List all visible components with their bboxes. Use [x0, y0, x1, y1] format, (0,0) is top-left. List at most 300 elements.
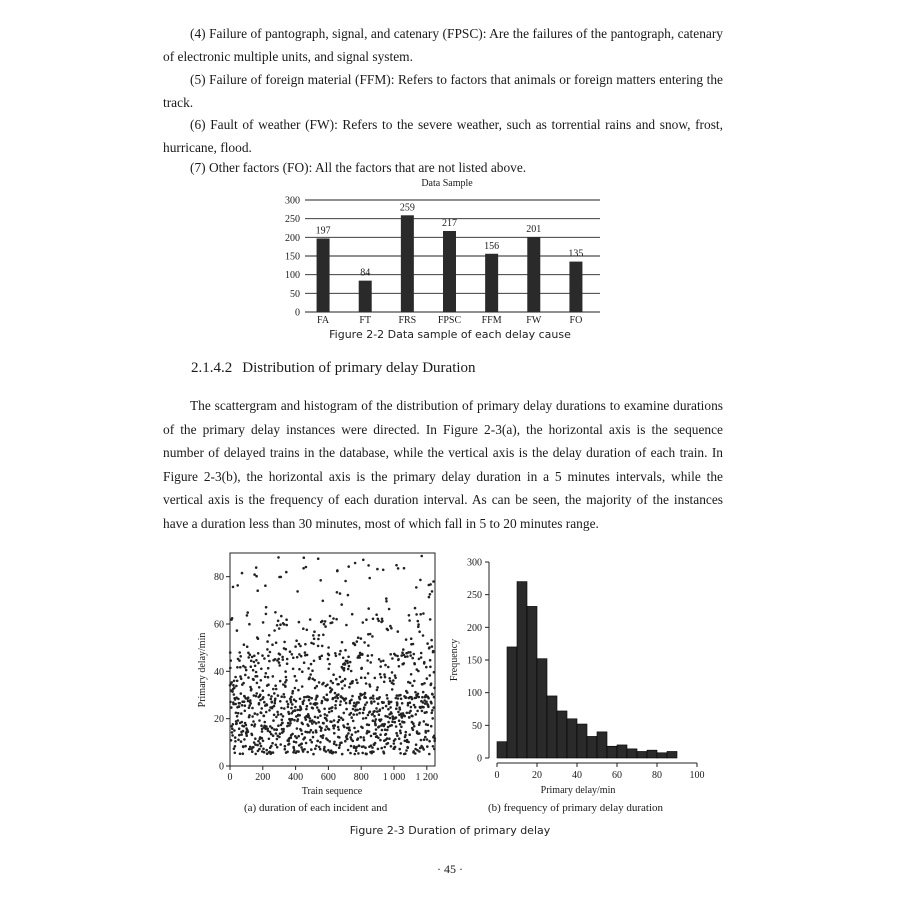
scatter-point: [289, 722, 292, 725]
scatter-point: [345, 697, 348, 700]
scatter-point: [400, 726, 403, 729]
scatter-point: [336, 569, 339, 572]
scatter-point: [272, 675, 275, 678]
scatter-point: [283, 623, 286, 626]
scatter-point: [432, 745, 435, 748]
bar-chart-data-sample: [280, 172, 620, 344]
scatter-point: [337, 728, 340, 731]
scatter-point: [433, 748, 436, 751]
scatter-point: [251, 715, 254, 718]
scatter-point: [321, 700, 324, 703]
scatter-point: [244, 704, 247, 707]
scatter-point: [278, 664, 281, 667]
scatter-point: [362, 621, 365, 624]
scatter-point: [275, 688, 278, 691]
scatter-point: [368, 730, 371, 733]
scatter-point: [313, 660, 316, 663]
scatter-point: [428, 646, 431, 649]
scatter-point: [357, 730, 360, 733]
scatter-point: [285, 618, 288, 621]
scatter-point: [324, 728, 327, 731]
scatter-point: [260, 712, 263, 715]
scatter-point: [238, 734, 241, 737]
scatter-point: [238, 659, 241, 662]
scatter-point: [277, 713, 280, 716]
scatter-point: [331, 688, 334, 691]
scatter-point: [279, 653, 282, 656]
scatter-point: [413, 725, 416, 728]
scatter-point: [429, 659, 432, 662]
scatter-point: [377, 702, 380, 705]
scatter-point: [301, 670, 304, 673]
scatter-point: [298, 668, 301, 671]
scatter-point: [375, 707, 378, 710]
scatter-point: [389, 653, 392, 656]
scatter-point: [291, 718, 294, 721]
scatter-point: [296, 656, 299, 659]
scatter-point: [279, 623, 282, 626]
scatter-point: [318, 634, 321, 637]
scatter-point: [318, 746, 321, 749]
scatter-point: [320, 727, 323, 730]
scatter-point: [263, 701, 266, 704]
scatter-point: [376, 689, 379, 692]
scatter-point: [385, 705, 388, 708]
scatter-point: [236, 629, 239, 632]
scatter-point: [403, 662, 406, 665]
scatter-point: [332, 617, 335, 620]
histogram-bar: [527, 606, 537, 758]
scatter-point: [229, 667, 232, 670]
scatter-point: [249, 699, 252, 702]
scatter-point: [276, 746, 279, 749]
scatter-point: [415, 743, 418, 746]
scatter-point: [432, 580, 435, 583]
scatter-point: [322, 634, 325, 637]
scatter-point: [270, 698, 273, 701]
scatter-point: [388, 677, 391, 680]
scatter-point: [312, 736, 315, 739]
scatter-point: [333, 719, 336, 722]
scatter-point: [379, 673, 382, 676]
scatter-point: [291, 703, 294, 706]
scatter-point: [418, 696, 421, 699]
scatter-point: [404, 655, 407, 658]
scatter-point: [328, 711, 331, 714]
scatter-point: [348, 729, 351, 732]
scatter-point: [324, 620, 327, 623]
x-tick-label: FO: [569, 315, 583, 326]
scatter-point: [313, 679, 316, 682]
scatter-point: [288, 713, 291, 716]
scatter-point: [261, 737, 264, 740]
scatter-point: [242, 682, 245, 685]
scatter-point: [354, 753, 357, 756]
scatter-point: [290, 736, 293, 739]
scatter-point: [350, 712, 353, 715]
scatter-point: [257, 740, 260, 743]
x-tick-label: 0: [494, 770, 500, 781]
histogram-bar: [557, 711, 567, 758]
y-tick-label: 50: [472, 720, 482, 732]
scatter-point: [413, 663, 416, 666]
scatter-point: [302, 703, 305, 706]
scatter-point: [369, 661, 372, 664]
scatter-point: [380, 718, 383, 721]
scatter-point: [246, 614, 249, 617]
scatter-point: [354, 731, 357, 734]
scatter-point: [297, 718, 300, 721]
scatter-point: [334, 724, 337, 727]
scatter-point: [240, 740, 243, 743]
scatter-point: [294, 687, 297, 690]
scatter-point: [410, 706, 413, 709]
scatter-point: [291, 653, 294, 656]
data-label: 156: [484, 240, 500, 252]
scatter-point: [301, 685, 304, 688]
y-tick-label: 20: [214, 714, 224, 726]
scatter-point: [265, 606, 268, 609]
scatter-point: [417, 620, 420, 623]
scatter-point: [364, 677, 367, 680]
scatter-point: [384, 664, 387, 667]
scatter-point: [317, 557, 320, 560]
scatter-point: [386, 737, 389, 740]
scatter-point: [285, 676, 288, 679]
scatter-point: [375, 613, 378, 616]
scatter-point: [312, 634, 315, 637]
scatter-point: [314, 747, 317, 750]
scatter-point: [308, 696, 311, 699]
scatter-point: [390, 701, 393, 704]
scatter-point: [316, 706, 319, 709]
scatter-point: [273, 629, 276, 632]
scatter-point: [302, 627, 305, 630]
scatter-point: [231, 617, 234, 620]
scatter-point: [417, 693, 420, 696]
scatter-point: [322, 734, 325, 737]
scatter-point: [431, 717, 434, 720]
data-label: 84: [360, 267, 371, 279]
scatter-point: [315, 722, 318, 725]
scatter-point: [429, 618, 432, 621]
scatter-point: [254, 665, 257, 668]
scatter-point: [278, 736, 281, 739]
scatter-point: [334, 692, 337, 695]
scatter-point: [429, 674, 432, 677]
y-tick-label: 150: [285, 251, 300, 263]
scatter-point: [276, 711, 279, 714]
scatter-point: [283, 707, 286, 710]
scatter-point: [354, 562, 357, 565]
scatter-point: [381, 729, 384, 732]
scatter-point: [251, 707, 254, 710]
scatter-point: [351, 733, 354, 736]
scatter-point: [310, 697, 313, 700]
scatter-point: [253, 661, 256, 664]
scatter-point: [367, 607, 370, 610]
scatter-point: [251, 724, 254, 727]
scatter-point: [257, 652, 260, 655]
scatter-point: [237, 698, 240, 701]
scatter-point: [317, 721, 320, 724]
scatter-point: [357, 701, 360, 704]
scatter-point: [335, 618, 338, 621]
scatter-point: [305, 708, 308, 711]
scatter-point: [340, 741, 343, 744]
scatter-point: [279, 680, 282, 683]
scatter-point: [411, 684, 414, 687]
scatter-point: [390, 745, 393, 748]
scatter-point: [285, 648, 288, 651]
scatter-point: [357, 636, 360, 639]
scatter-point: [297, 735, 300, 738]
scatter-point: [427, 724, 430, 727]
scatter-point: [295, 679, 298, 682]
scatter-point: [260, 745, 263, 748]
scatter-point: [280, 695, 283, 698]
scatter-point: [269, 731, 272, 734]
scatter-point: [420, 656, 423, 659]
scatter-point: [364, 703, 367, 706]
chart-title: Data Sample: [421, 178, 473, 189]
scatter-point: [297, 750, 300, 753]
scatter-point: [426, 745, 429, 748]
scatter-point: [417, 623, 420, 626]
scatter-point: [383, 752, 386, 755]
scatter-point: [331, 621, 334, 624]
scatter-point: [381, 620, 384, 623]
figure-2-2-caption: Figure 2-2 Data sample of each delay cause: [329, 328, 571, 341]
scatter-point: [245, 724, 248, 727]
scatter-point: [422, 701, 425, 704]
scatter-point: [427, 730, 430, 733]
scatter-point: [411, 715, 414, 718]
scatter-point: [266, 640, 269, 643]
scatter-point: [358, 712, 361, 715]
scatter-point: [405, 749, 408, 752]
scatter-point: [434, 737, 437, 740]
scatter-point: [289, 650, 292, 653]
scatter-point: [364, 692, 367, 695]
scatter-point: [300, 746, 303, 749]
scatter-point: [264, 721, 267, 724]
scatter-point: [319, 579, 322, 582]
scatter-point: [281, 656, 284, 659]
scatter-point: [317, 645, 320, 648]
scatter-point: [307, 667, 310, 670]
scatter-point: [418, 721, 421, 724]
scatter-point: [414, 706, 417, 709]
scatter-point: [234, 745, 237, 748]
scatter-point: [365, 618, 368, 621]
scatter-point: [251, 734, 254, 737]
x-tick-label: 20: [532, 770, 542, 781]
scatter-point: [295, 700, 298, 703]
scatter-point: [391, 720, 394, 723]
scatter-point: [392, 683, 395, 686]
scatter-point: [359, 708, 362, 711]
scatter-point: [265, 672, 268, 675]
scatter-point: [423, 738, 426, 741]
scatter-point: [331, 706, 334, 709]
scatter-point: [339, 676, 342, 679]
histogram-bar: [587, 736, 597, 758]
scatter-point: [300, 655, 303, 658]
scatter-point: [316, 740, 319, 743]
scatter-point: [303, 696, 306, 699]
y-tick-label: 250: [467, 590, 482, 602]
scatter-point: [231, 731, 234, 734]
scatter-point: [334, 707, 337, 710]
scatter-point: [352, 708, 355, 711]
scatter-point: [235, 712, 238, 715]
scatter-point: [345, 624, 348, 627]
scatter-point: [267, 694, 270, 697]
paragraph-fw: (6) Fault of weather (FW): Refers to the severe weather, such as torrential rains and snow, frost, hurricane, flood.: [163, 117, 723, 155]
scatter-point: [270, 695, 273, 698]
scatter-point: [289, 699, 292, 702]
scatter-point: [401, 702, 404, 705]
scatter-point: [316, 702, 319, 705]
scatter-point: [367, 654, 370, 657]
scatter-point: [426, 642, 429, 645]
scatter-point: [367, 714, 370, 717]
scatter-point: [371, 635, 374, 638]
scatter-point: [385, 733, 388, 736]
scatter-point: [410, 673, 413, 676]
scatter-ylabel: Primary delay/min: [197, 632, 208, 708]
scatter-point: [271, 701, 274, 704]
bar: [401, 215, 414, 312]
scatter-point: [377, 737, 380, 740]
scatter-point: [336, 591, 339, 594]
scatter-point: [292, 668, 295, 671]
scatter-point: [352, 740, 355, 743]
scatter-point: [362, 712, 365, 715]
scatter-point: [313, 638, 316, 641]
scatter-point: [280, 707, 283, 710]
scatter-point: [375, 728, 378, 731]
plot-frame: [230, 553, 435, 766]
scatter-point: [255, 692, 258, 695]
x-tick-label: FRS: [398, 315, 417, 326]
paragraph-ffm: (5) Failure of foreign material (FFM): Refers to factors that animals or foreign matters entering the track.: [163, 72, 723, 110]
scatter-point: [369, 685, 372, 688]
scatter-point: [268, 634, 271, 637]
scatter-point: [426, 677, 429, 680]
scatter-point: [230, 706, 233, 709]
y-tick-label: 250: [285, 214, 300, 226]
scatter-point: [357, 752, 360, 755]
scatter-point: [423, 661, 426, 664]
scatter-point: [272, 734, 275, 737]
scatter-point: [367, 644, 370, 647]
scatter-point: [337, 683, 340, 686]
scatter-point: [252, 669, 255, 672]
scatter-point: [304, 643, 307, 646]
scatter-point: [379, 733, 382, 736]
scatter-point: [248, 623, 251, 626]
scatter-point: [396, 703, 399, 706]
histogram-bar: [637, 751, 647, 758]
scatter-point: [391, 671, 394, 674]
scatter-point: [257, 662, 260, 665]
scatter-point: [365, 753, 368, 756]
scatter-point: [299, 698, 302, 701]
scatter-point: [383, 723, 386, 726]
scatter-point: [413, 680, 416, 683]
scatter-point: [418, 630, 421, 633]
scatter-point: [355, 746, 358, 749]
scatter-point: [280, 576, 283, 579]
scatter-point: [245, 734, 248, 737]
scatter-point: [268, 709, 271, 712]
scatter-point: [386, 694, 389, 697]
y-tick-label: 0: [219, 761, 224, 773]
scatter-point: [229, 659, 232, 662]
scatter-point: [236, 715, 239, 718]
scatter-point: [241, 721, 244, 724]
scatter-point: [372, 695, 375, 698]
scatter-point: [274, 611, 277, 614]
scatter-point: [251, 656, 254, 659]
y-tick-label: 80: [214, 572, 224, 584]
scatter-point: [262, 690, 265, 693]
scatter-point: [234, 740, 237, 743]
scatter-point: [277, 658, 280, 661]
scatter-point: [274, 702, 277, 705]
scatter-point: [239, 753, 242, 756]
scatter-point: [272, 688, 275, 691]
body-paragraph: The scattergram and histogram of the distribution of primary delay durations to examine durations of the primary delay instances were directed. In Figure 2-3(a), the horizontal axis is the sequence number of delayed trains in the database, while the vertical axis is the delay duration of each train. In Figure 2-3(b), the horizontal axis is the primary delay duration in a 5 minutes intervals, while the vertical axis is the frequency of each duration interval. As can be seen, the majority of the instances have a duration less than 30 minutes, most of which fall in 5 to 20 minutes range.: [163, 398, 723, 531]
scatter-point: [232, 684, 235, 687]
scatter-point: [370, 702, 373, 705]
scatter-point: [361, 693, 364, 696]
scatter-point: [277, 556, 280, 559]
scatter-point: [378, 658, 381, 661]
scatter-point: [395, 725, 398, 728]
x-tick-label: 40: [572, 770, 582, 781]
scatter-point: [378, 713, 381, 716]
scatter-point: [397, 567, 400, 570]
x-tick-label: FW: [526, 315, 542, 326]
scatter-point: [412, 643, 415, 646]
scatter-point: [351, 695, 354, 698]
scatter-point: [305, 742, 308, 745]
scatter-point: [395, 716, 398, 719]
scatter-point: [252, 746, 255, 749]
scatter-point: [312, 643, 315, 646]
scatter-point: [249, 702, 252, 705]
scatter-point: [390, 724, 393, 727]
scatter-point: [266, 704, 269, 707]
x-tick-label: FT: [359, 315, 372, 326]
scatter-point: [341, 687, 344, 690]
scatter-point: [344, 663, 347, 666]
scatter-point: [233, 680, 236, 683]
scatter-point: [300, 708, 303, 711]
scatter-point: [355, 679, 358, 682]
scatter-point: [319, 741, 322, 744]
scatter-point: [347, 732, 350, 735]
scatter-point: [349, 752, 352, 755]
scatter-point: [273, 714, 276, 717]
scatter-point: [239, 675, 242, 678]
scatter-point: [266, 648, 269, 651]
histogram-bar: [517, 582, 527, 758]
scatter-point: [310, 748, 313, 751]
